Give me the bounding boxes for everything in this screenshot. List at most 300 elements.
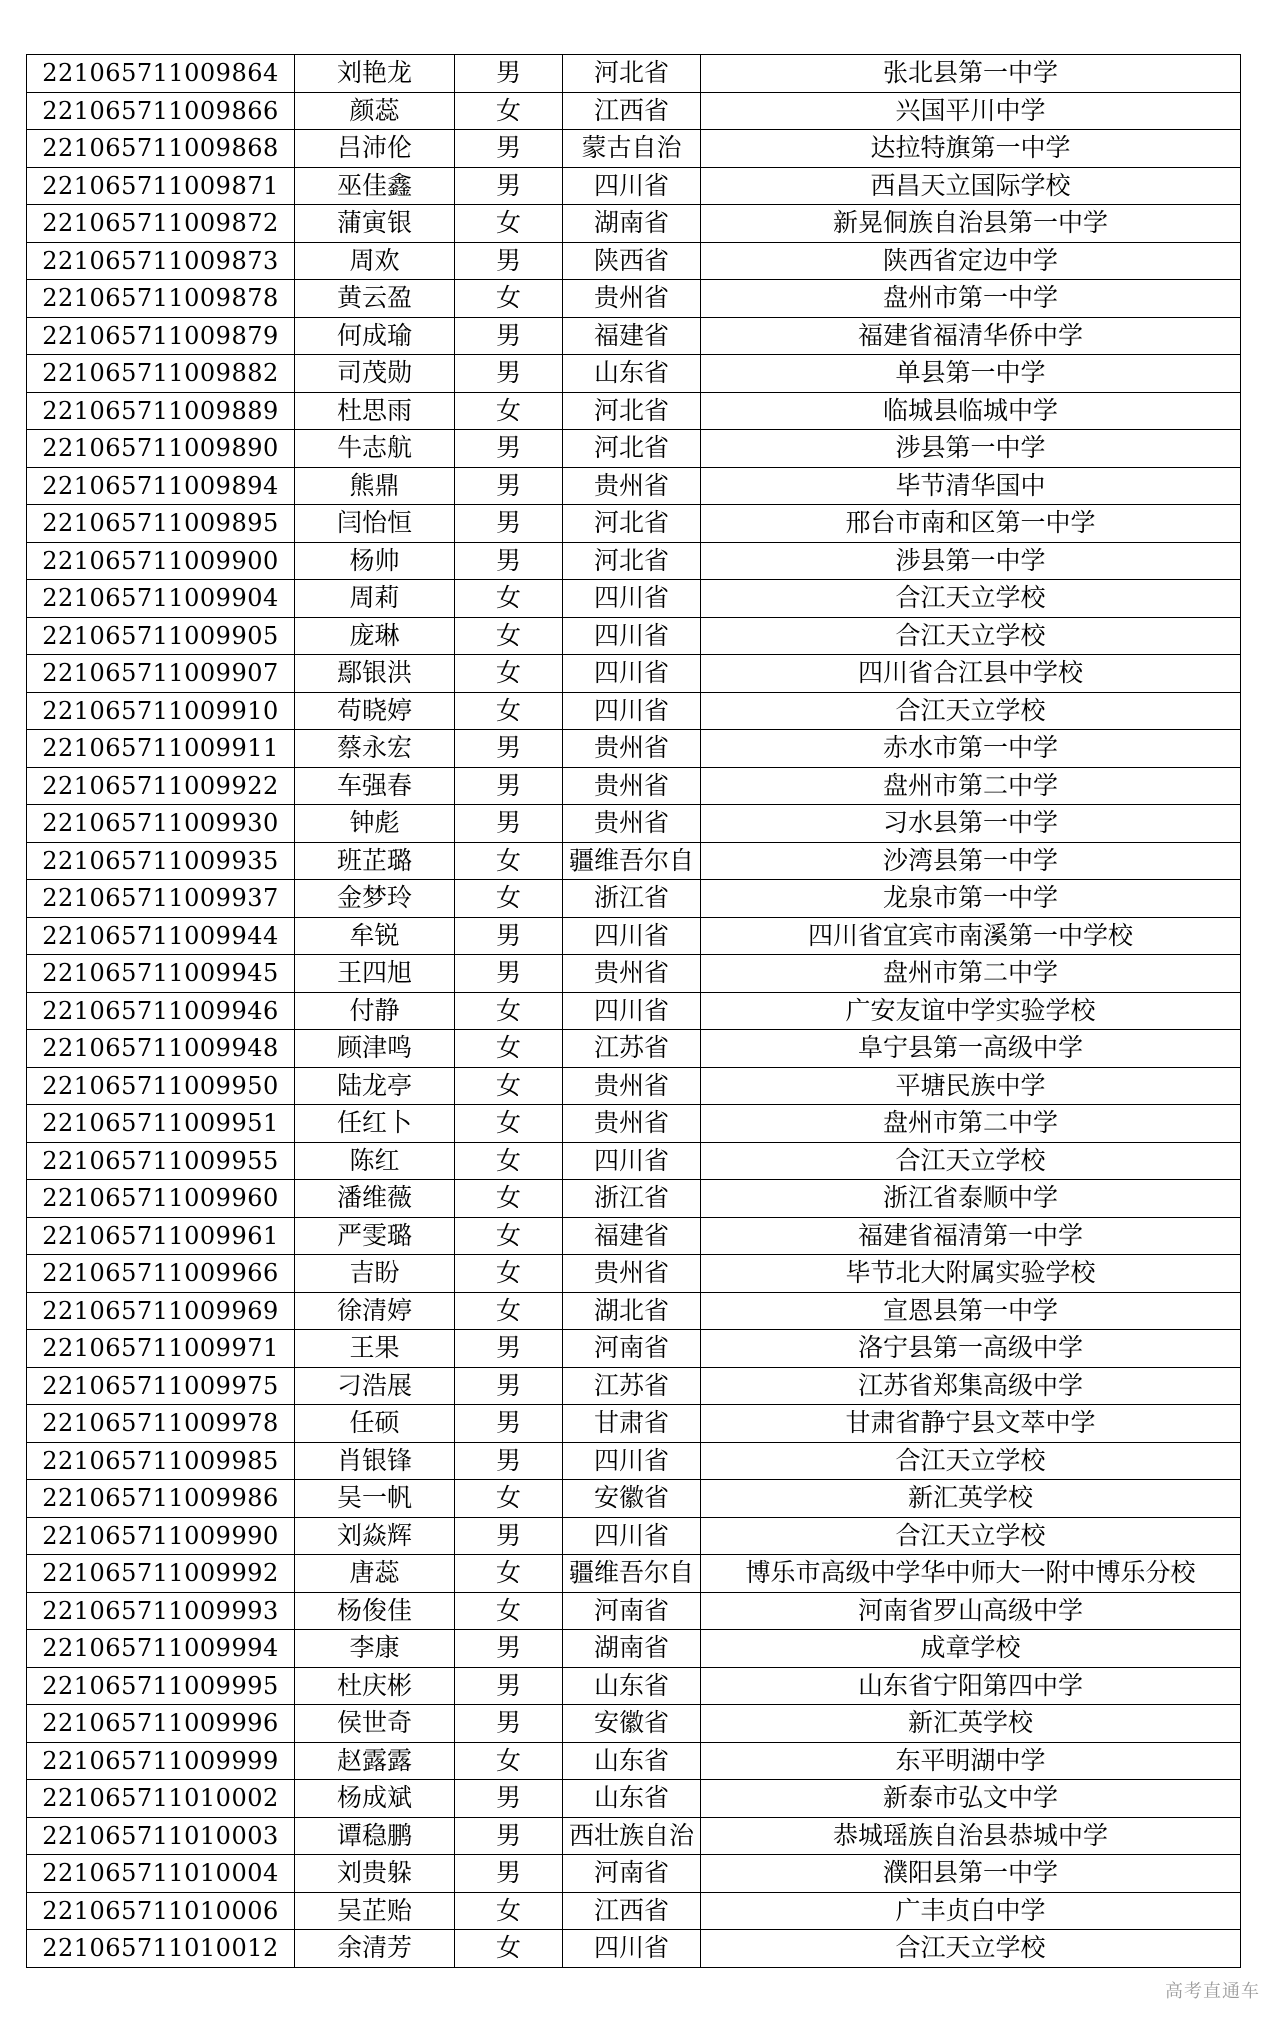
candidate-id-cell: 221065711010012 bbox=[27, 1930, 295, 1968]
gender-cell: 男 bbox=[455, 1367, 563, 1405]
school-cell: 洛宁县第一高级中学 bbox=[701, 1330, 1241, 1368]
school-cell: 涉县第一中学 bbox=[701, 542, 1241, 580]
province-cell: 贵州省 bbox=[563, 1255, 701, 1293]
school-cell: 广安友谊中学实验学校 bbox=[701, 992, 1241, 1030]
table-row bbox=[27, 542, 1241, 580]
name-cell: 牟锐 bbox=[295, 917, 455, 955]
province-cell: 贵州省 bbox=[563, 730, 701, 768]
name-cell: 侯世奇 bbox=[295, 1705, 455, 1743]
gender-cell: 男 bbox=[455, 317, 563, 355]
candidate-id-cell: 221065711009995 bbox=[27, 1667, 295, 1705]
gender-cell: 男 bbox=[455, 1442, 563, 1480]
province-cell: 疆维吾尔自 bbox=[563, 1555, 701, 1593]
school-cell: 宣恩县第一中学 bbox=[701, 1292, 1241, 1330]
name-cell: 谭稳鹏 bbox=[295, 1817, 455, 1855]
table-row bbox=[27, 917, 1241, 955]
name-cell: 任硕 bbox=[295, 1405, 455, 1443]
province-cell: 贵州省 bbox=[563, 805, 701, 843]
table-row bbox=[27, 355, 1241, 393]
table-row bbox=[27, 430, 1241, 468]
school-cell: 兴国平川中学 bbox=[701, 92, 1241, 130]
province-cell: 山东省 bbox=[563, 1667, 701, 1705]
candidate-id-cell: 221065711009882 bbox=[27, 355, 295, 393]
candidate-id-cell: 221065711009878 bbox=[27, 280, 295, 318]
gender-cell: 女 bbox=[455, 655, 563, 693]
table-row bbox=[27, 1517, 1241, 1555]
gender-cell: 男 bbox=[455, 1405, 563, 1443]
name-cell: 熊鼎 bbox=[295, 467, 455, 505]
candidate-id-cell: 221065711009922 bbox=[27, 767, 295, 805]
table-row bbox=[27, 805, 1241, 843]
candidate-id-cell: 221065711009871 bbox=[27, 167, 295, 205]
candidate-id-cell: 221065711009986 bbox=[27, 1480, 295, 1518]
name-cell: 吕沛伦 bbox=[295, 130, 455, 168]
table-row bbox=[27, 955, 1241, 993]
gender-cell: 男 bbox=[455, 542, 563, 580]
name-cell: 陈红 bbox=[295, 1142, 455, 1180]
table-row bbox=[27, 92, 1241, 130]
table-row bbox=[27, 392, 1241, 430]
province-cell: 四川省 bbox=[563, 617, 701, 655]
candidate-id-cell: 221065711009935 bbox=[27, 842, 295, 880]
candidate-id-cell: 221065711009910 bbox=[27, 692, 295, 730]
candidate-id-cell: 221065711009889 bbox=[27, 392, 295, 430]
candidate-id-cell: 221065711009911 bbox=[27, 730, 295, 768]
name-cell: 任红卜 bbox=[295, 1105, 455, 1143]
admission-list-table bbox=[26, 54, 1241, 1968]
gender-cell: 男 bbox=[455, 1817, 563, 1855]
table-row bbox=[27, 317, 1241, 355]
table-row bbox=[27, 1405, 1241, 1443]
candidate-id-cell: 221065711009868 bbox=[27, 130, 295, 168]
gender-cell: 女 bbox=[455, 880, 563, 918]
candidate-id-cell: 221065711009950 bbox=[27, 1067, 295, 1105]
school-cell: 新汇英学校 bbox=[701, 1480, 1241, 1518]
gender-cell: 女 bbox=[455, 617, 563, 655]
candidate-id-cell: 221065711009996 bbox=[27, 1705, 295, 1743]
name-cell: 陆龙亭 bbox=[295, 1067, 455, 1105]
candidate-id-cell: 221065711009930 bbox=[27, 805, 295, 843]
school-cell: 临城县临城中学 bbox=[701, 392, 1241, 430]
table-row bbox=[27, 205, 1241, 243]
school-cell: 福建省福清华侨中学 bbox=[701, 317, 1241, 355]
province-cell: 四川省 bbox=[563, 692, 701, 730]
table-row bbox=[27, 130, 1241, 168]
gender-cell: 男 bbox=[455, 242, 563, 280]
name-cell: 杜思雨 bbox=[295, 392, 455, 430]
province-cell: 贵州省 bbox=[563, 280, 701, 318]
table-row bbox=[27, 242, 1241, 280]
school-cell: 恭城瑶族自治县恭城中学 bbox=[701, 1817, 1241, 1855]
province-cell: 湖南省 bbox=[563, 205, 701, 243]
gender-cell: 女 bbox=[455, 992, 563, 1030]
table-row bbox=[27, 767, 1241, 805]
gender-cell: 女 bbox=[455, 580, 563, 618]
school-cell: 龙泉市第一中学 bbox=[701, 880, 1241, 918]
name-cell: 钟彪 bbox=[295, 805, 455, 843]
table-row bbox=[27, 1442, 1241, 1480]
candidate-id-cell: 221065711010004 bbox=[27, 1855, 295, 1893]
school-cell: 河南省罗山高级中学 bbox=[701, 1592, 1241, 1630]
gender-cell: 女 bbox=[455, 1030, 563, 1068]
province-cell: 疆维吾尔自 bbox=[563, 842, 701, 880]
gender-cell: 男 bbox=[455, 1705, 563, 1743]
gender-cell: 女 bbox=[455, 1742, 563, 1780]
candidate-id-cell: 221065711010002 bbox=[27, 1780, 295, 1818]
name-cell: 杨成斌 bbox=[295, 1780, 455, 1818]
table-row bbox=[27, 880, 1241, 918]
name-cell: 牛志航 bbox=[295, 430, 455, 468]
name-cell: 吉盼 bbox=[295, 1255, 455, 1293]
province-cell: 山东省 bbox=[563, 1780, 701, 1818]
name-cell: 王果 bbox=[295, 1330, 455, 1368]
school-cell: 盘州市第二中学 bbox=[701, 767, 1241, 805]
name-cell: 潘维薇 bbox=[295, 1180, 455, 1218]
school-cell: 张北县第一中学 bbox=[701, 55, 1241, 93]
candidate-id-cell: 221065711009900 bbox=[27, 542, 295, 580]
candidate-id-cell: 221065711009937 bbox=[27, 880, 295, 918]
gender-cell: 女 bbox=[455, 1555, 563, 1593]
gender-cell: 男 bbox=[455, 1855, 563, 1893]
name-cell: 杨俊佳 bbox=[295, 1592, 455, 1630]
name-cell: 李康 bbox=[295, 1630, 455, 1668]
province-cell: 西壮族自治 bbox=[563, 1817, 701, 1855]
table-row bbox=[27, 1217, 1241, 1255]
province-cell: 江苏省 bbox=[563, 1367, 701, 1405]
province-cell: 江西省 bbox=[563, 92, 701, 130]
gender-cell: 女 bbox=[455, 1592, 563, 1630]
table-row bbox=[27, 1330, 1241, 1368]
province-cell: 陕西省 bbox=[563, 242, 701, 280]
name-cell: 金梦玲 bbox=[295, 880, 455, 918]
name-cell: 付静 bbox=[295, 992, 455, 1030]
table-row bbox=[27, 1105, 1241, 1143]
gender-cell: 男 bbox=[455, 55, 563, 93]
candidate-id-cell: 221065711009864 bbox=[27, 55, 295, 93]
province-cell: 河南省 bbox=[563, 1592, 701, 1630]
gender-cell: 男 bbox=[455, 1330, 563, 1368]
name-cell: 严雯璐 bbox=[295, 1217, 455, 1255]
school-cell: 福建省福清第一中学 bbox=[701, 1217, 1241, 1255]
school-cell: 西昌天立国际学校 bbox=[701, 167, 1241, 205]
candidate-id-cell: 221065711009978 bbox=[27, 1405, 295, 1443]
gender-cell: 男 bbox=[455, 955, 563, 993]
gender-cell: 女 bbox=[455, 1217, 563, 1255]
school-cell: 合江天立学校 bbox=[701, 692, 1241, 730]
province-cell: 贵州省 bbox=[563, 955, 701, 993]
school-cell: 四川省合江县中学校 bbox=[701, 655, 1241, 693]
province-cell: 贵州省 bbox=[563, 1067, 701, 1105]
province-cell: 四川省 bbox=[563, 1442, 701, 1480]
province-cell: 河北省 bbox=[563, 542, 701, 580]
gender-cell: 男 bbox=[455, 467, 563, 505]
province-cell: 湖南省 bbox=[563, 1630, 701, 1668]
gender-cell: 男 bbox=[455, 1780, 563, 1818]
school-cell: 达拉特旗第一中学 bbox=[701, 130, 1241, 168]
table-row bbox=[27, 580, 1241, 618]
name-cell: 巫佳鑫 bbox=[295, 167, 455, 205]
school-cell: 赤水市第一中学 bbox=[701, 730, 1241, 768]
candidate-id-cell: 221065711009890 bbox=[27, 430, 295, 468]
candidate-id-cell: 221065711009966 bbox=[27, 1255, 295, 1293]
name-cell: 杜庆彬 bbox=[295, 1667, 455, 1705]
name-cell: 刘贵躲 bbox=[295, 1855, 455, 1893]
school-cell: 江苏省郑集高级中学 bbox=[701, 1367, 1241, 1405]
gender-cell: 男 bbox=[455, 130, 563, 168]
table-row bbox=[27, 655, 1241, 693]
gender-cell: 男 bbox=[455, 1667, 563, 1705]
candidate-id-cell: 221065711009985 bbox=[27, 1442, 295, 1480]
candidate-id-cell: 221065711009975 bbox=[27, 1367, 295, 1405]
province-cell: 浙江省 bbox=[563, 1180, 701, 1218]
school-cell: 新汇英学校 bbox=[701, 1705, 1241, 1743]
candidate-id-cell: 221065711009990 bbox=[27, 1517, 295, 1555]
candidate-id-cell: 221065711010003 bbox=[27, 1817, 295, 1855]
gender-cell: 男 bbox=[455, 505, 563, 543]
province-cell: 河北省 bbox=[563, 392, 701, 430]
gender-cell: 男 bbox=[455, 1630, 563, 1668]
name-cell: 刘焱辉 bbox=[295, 1517, 455, 1555]
candidate-id-cell: 221065711009948 bbox=[27, 1030, 295, 1068]
school-cell: 合江天立学校 bbox=[701, 1442, 1241, 1480]
gender-cell: 男 bbox=[455, 767, 563, 805]
name-cell: 刁浩展 bbox=[295, 1367, 455, 1405]
name-cell: 杨帅 bbox=[295, 542, 455, 580]
school-cell: 合江天立学校 bbox=[701, 1930, 1241, 1968]
name-cell: 余清芳 bbox=[295, 1930, 455, 1968]
province-cell: 江苏省 bbox=[563, 1030, 701, 1068]
province-cell: 福建省 bbox=[563, 1217, 701, 1255]
province-cell: 山东省 bbox=[563, 355, 701, 393]
province-cell: 甘肃省 bbox=[563, 1405, 701, 1443]
candidate-id-cell: 221065711009905 bbox=[27, 617, 295, 655]
school-cell: 新泰市弘文中学 bbox=[701, 1780, 1241, 1818]
school-cell: 邢台市南和区第一中学 bbox=[701, 505, 1241, 543]
candidate-id-cell: 221065711009866 bbox=[27, 92, 295, 130]
school-cell: 合江天立学校 bbox=[701, 617, 1241, 655]
table-row bbox=[27, 1780, 1241, 1818]
table-row bbox=[27, 1817, 1241, 1855]
province-cell: 四川省 bbox=[563, 655, 701, 693]
school-cell: 山东省宁阳第四中学 bbox=[701, 1667, 1241, 1705]
province-cell: 河南省 bbox=[563, 1855, 701, 1893]
gender-cell: 女 bbox=[455, 92, 563, 130]
province-cell: 安徽省 bbox=[563, 1705, 701, 1743]
candidate-id-cell: 221065711009907 bbox=[27, 655, 295, 693]
province-cell: 四川省 bbox=[563, 1930, 701, 1968]
province-cell: 福建省 bbox=[563, 317, 701, 355]
name-cell: 庞琳 bbox=[295, 617, 455, 655]
school-cell: 盘州市第一中学 bbox=[701, 280, 1241, 318]
province-cell: 浙江省 bbox=[563, 880, 701, 918]
candidate-id-cell: 221065711009894 bbox=[27, 467, 295, 505]
table-row bbox=[27, 505, 1241, 543]
gender-cell: 女 bbox=[455, 1067, 563, 1105]
candidate-id-cell: 221065711009945 bbox=[27, 955, 295, 993]
candidate-id-cell: 221065711009971 bbox=[27, 1330, 295, 1368]
candidate-id-cell: 221065711009993 bbox=[27, 1592, 295, 1630]
school-cell: 平塘民族中学 bbox=[701, 1067, 1241, 1105]
gender-cell: 女 bbox=[455, 205, 563, 243]
name-cell: 司茂勋 bbox=[295, 355, 455, 393]
gender-cell: 女 bbox=[455, 1292, 563, 1330]
school-cell: 东平明湖中学 bbox=[701, 1742, 1241, 1780]
table-row bbox=[27, 1030, 1241, 1068]
candidate-id-cell: 221065711009872 bbox=[27, 205, 295, 243]
province-cell: 湖北省 bbox=[563, 1292, 701, 1330]
school-cell: 涉县第一中学 bbox=[701, 430, 1241, 468]
candidate-id-cell: 221065711009904 bbox=[27, 580, 295, 618]
province-cell: 贵州省 bbox=[563, 1105, 701, 1143]
province-cell: 四川省 bbox=[563, 167, 701, 205]
school-cell: 合江天立学校 bbox=[701, 1142, 1241, 1180]
name-cell: 苟晓婷 bbox=[295, 692, 455, 730]
school-cell: 浙江省泰顺中学 bbox=[701, 1180, 1241, 1218]
name-cell: 黄云盈 bbox=[295, 280, 455, 318]
gender-cell: 女 bbox=[455, 1105, 563, 1143]
gender-cell: 女 bbox=[455, 392, 563, 430]
name-cell: 吴芷贻 bbox=[295, 1892, 455, 1930]
candidate-id-cell: 221065711009961 bbox=[27, 1217, 295, 1255]
province-cell: 四川省 bbox=[563, 580, 701, 618]
name-cell: 颜蕊 bbox=[295, 92, 455, 130]
gender-cell: 女 bbox=[455, 1892, 563, 1930]
candidate-id-cell: 221065711009994 bbox=[27, 1630, 295, 1668]
school-cell: 盘州市第二中学 bbox=[701, 1105, 1241, 1143]
candidate-id-cell: 221065711009879 bbox=[27, 317, 295, 355]
province-cell: 河北省 bbox=[563, 430, 701, 468]
candidate-id-cell: 221065711009946 bbox=[27, 992, 295, 1030]
name-cell: 赵露露 bbox=[295, 1742, 455, 1780]
province-cell: 四川省 bbox=[563, 917, 701, 955]
table-row bbox=[27, 1367, 1241, 1405]
gender-cell: 女 bbox=[455, 692, 563, 730]
name-cell: 刘艳龙 bbox=[295, 55, 455, 93]
name-cell: 周莉 bbox=[295, 580, 455, 618]
province-cell: 蒙古自治 bbox=[563, 130, 701, 168]
gender-cell: 男 bbox=[455, 355, 563, 393]
name-cell: 王四旭 bbox=[295, 955, 455, 993]
candidate-id-cell: 221065711009992 bbox=[27, 1555, 295, 1593]
table-row bbox=[27, 1180, 1241, 1218]
gender-cell: 男 bbox=[455, 1517, 563, 1555]
table-row bbox=[27, 617, 1241, 655]
table-row bbox=[27, 1142, 1241, 1180]
gender-cell: 女 bbox=[455, 1180, 563, 1218]
school-cell: 盘州市第二中学 bbox=[701, 955, 1241, 993]
candidate-id-cell: 221065711009944 bbox=[27, 917, 295, 955]
name-cell: 顾津鸣 bbox=[295, 1030, 455, 1068]
school-cell: 沙湾县第一中学 bbox=[701, 842, 1241, 880]
table-row bbox=[27, 992, 1241, 1030]
candidate-id-cell: 221065711010006 bbox=[27, 1892, 295, 1930]
table-row bbox=[27, 730, 1241, 768]
candidate-id-cell: 221065711009873 bbox=[27, 242, 295, 280]
province-cell: 安徽省 bbox=[563, 1480, 701, 1518]
name-cell: 鄢银洪 bbox=[295, 655, 455, 693]
gender-cell: 女 bbox=[455, 1142, 563, 1180]
school-cell: 阜宁县第一高级中学 bbox=[701, 1030, 1241, 1068]
school-cell: 博乐市高级中学华中师大一附中博乐分校 bbox=[701, 1555, 1241, 1593]
gender-cell: 女 bbox=[455, 280, 563, 318]
table-row bbox=[27, 1742, 1241, 1780]
school-cell: 陕西省定边中学 bbox=[701, 242, 1241, 280]
candidate-id-cell: 221065711009955 bbox=[27, 1142, 295, 1180]
province-cell: 河南省 bbox=[563, 1330, 701, 1368]
name-cell: 周欢 bbox=[295, 242, 455, 280]
province-cell: 贵州省 bbox=[563, 767, 701, 805]
province-cell: 河北省 bbox=[563, 55, 701, 93]
province-cell: 四川省 bbox=[563, 1517, 701, 1555]
school-cell: 成章学校 bbox=[701, 1630, 1241, 1668]
table-row bbox=[27, 55, 1241, 93]
table-row bbox=[27, 1255, 1241, 1293]
province-cell: 贵州省 bbox=[563, 467, 701, 505]
watermark: 高考直通车 bbox=[1165, 1981, 1260, 2002]
name-cell: 徐清婷 bbox=[295, 1292, 455, 1330]
school-cell: 毕节清华国中 bbox=[701, 467, 1241, 505]
table-row bbox=[27, 1930, 1241, 1968]
table-row bbox=[27, 280, 1241, 318]
school-cell: 习水县第一中学 bbox=[701, 805, 1241, 843]
candidate-id-cell: 221065711009960 bbox=[27, 1180, 295, 1218]
gender-cell: 男 bbox=[455, 917, 563, 955]
name-cell: 闫怡恒 bbox=[295, 505, 455, 543]
table-row bbox=[27, 1555, 1241, 1593]
province-cell: 山东省 bbox=[563, 1742, 701, 1780]
school-cell: 单县第一中学 bbox=[701, 355, 1241, 393]
candidate-id-cell: 221065711009969 bbox=[27, 1292, 295, 1330]
table-row bbox=[27, 692, 1241, 730]
school-cell: 毕节北大附属实验学校 bbox=[701, 1255, 1241, 1293]
table-row bbox=[27, 1667, 1241, 1705]
gender-cell: 女 bbox=[455, 1480, 563, 1518]
province-cell: 河北省 bbox=[563, 505, 701, 543]
province-cell: 江西省 bbox=[563, 1892, 701, 1930]
table-row bbox=[27, 1892, 1241, 1930]
school-cell: 新晃侗族自治县第一中学 bbox=[701, 205, 1241, 243]
table-row bbox=[27, 1592, 1241, 1630]
table-row bbox=[27, 167, 1241, 205]
table-row bbox=[27, 1855, 1241, 1893]
school-cell: 甘肃省静宁县文萃中学 bbox=[701, 1405, 1241, 1443]
name-cell: 车强春 bbox=[295, 767, 455, 805]
gender-cell: 女 bbox=[455, 1255, 563, 1293]
province-cell: 四川省 bbox=[563, 992, 701, 1030]
name-cell: 唐蕊 bbox=[295, 1555, 455, 1593]
table-row bbox=[27, 1480, 1241, 1518]
gender-cell: 男 bbox=[455, 730, 563, 768]
table-row bbox=[27, 1067, 1241, 1105]
name-cell: 蔡永宏 bbox=[295, 730, 455, 768]
table-body bbox=[27, 55, 1241, 1968]
name-cell: 吴一帆 bbox=[295, 1480, 455, 1518]
school-cell: 合江天立学校 bbox=[701, 1517, 1241, 1555]
table-row bbox=[27, 1630, 1241, 1668]
candidate-id-cell: 221065711009999 bbox=[27, 1742, 295, 1780]
table-row bbox=[27, 1292, 1241, 1330]
name-cell: 蒲寅银 bbox=[295, 205, 455, 243]
gender-cell: 女 bbox=[455, 1930, 563, 1968]
gender-cell: 女 bbox=[455, 842, 563, 880]
candidate-id-cell: 221065711009895 bbox=[27, 505, 295, 543]
table-row bbox=[27, 1705, 1241, 1743]
name-cell: 班芷璐 bbox=[295, 842, 455, 880]
gender-cell: 男 bbox=[455, 430, 563, 468]
school-cell: 广丰贞白中学 bbox=[701, 1892, 1241, 1930]
province-cell: 四川省 bbox=[563, 1142, 701, 1180]
candidate-id-cell: 221065711009951 bbox=[27, 1105, 295, 1143]
